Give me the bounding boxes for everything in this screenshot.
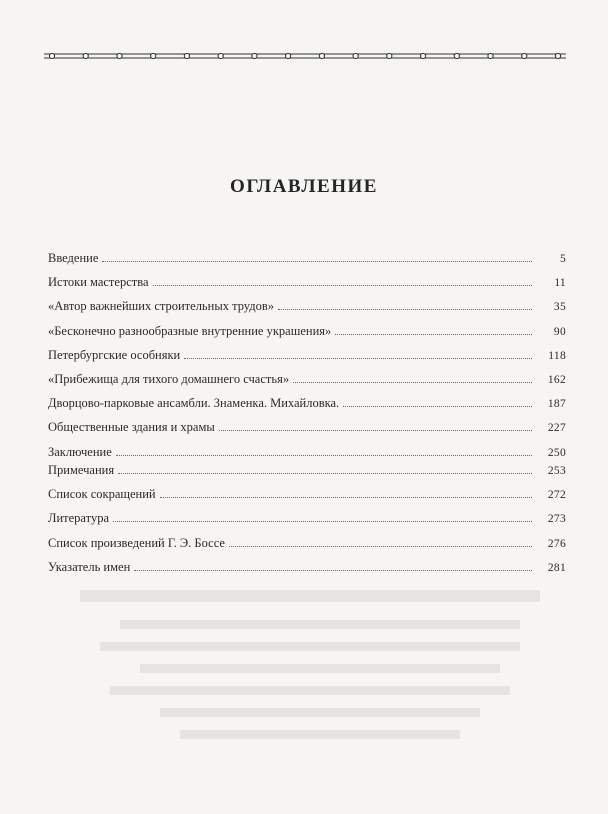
- toc-entry-title: «Автор важнейших строительных трудов»: [48, 299, 275, 314]
- toc-page-number: 11: [554, 277, 566, 290]
- dot-leader: [102, 260, 532, 262]
- ornament-ring: [184, 53, 189, 58]
- toc-entry[interactable]: [48, 270, 566, 294]
- toc-entry-title: Петербургские особняки: [48, 347, 181, 362]
- toc-entry[interactable]: [48, 319, 566, 343]
- toc-page-number: 227: [547, 422, 566, 435]
- dot-leader: [160, 496, 532, 498]
- ornament-ring: [49, 53, 54, 58]
- toc-entry-title: Примечания: [48, 463, 115, 477]
- toc-page-number: 273: [547, 513, 566, 526]
- ornament-ring: [353, 53, 358, 58]
- header-ornament: [44, 48, 566, 64]
- toc-page-number: 35: [553, 301, 566, 314]
- toc-entry[interactable]: [48, 367, 566, 391]
- toc-entry-title: «Бесконечно разнообразные внутренние украшения»: [48, 323, 332, 338]
- toc-entry-title: Заключение: [48, 444, 112, 459]
- ornament-ring: [218, 53, 223, 58]
- ornament-ring: [555, 53, 560, 58]
- dot-leader: [153, 284, 533, 286]
- dot-leader: [219, 429, 532, 431]
- toc-page-number: 187: [547, 398, 566, 411]
- toc-main-list: [48, 246, 566, 464]
- dot-leader: [116, 454, 532, 456]
- dot-leader: [335, 333, 532, 335]
- toc-entry[interactable]: [48, 294, 566, 318]
- show-through-texture: [80, 590, 540, 760]
- ornament-ring: [83, 53, 88, 58]
- toc-appendix-list: [48, 458, 566, 579]
- toc-page-number: 272: [547, 489, 566, 502]
- ornament-ring: [286, 53, 291, 58]
- toc-entry[interactable]: [48, 506, 566, 530]
- dot-leader: [184, 357, 532, 359]
- dot-leader: [278, 308, 532, 310]
- toc-entry-title: Список произведений Г. Э. Боссе: [48, 535, 225, 550]
- ornament-ring: [522, 53, 527, 58]
- toc-entry-title: Литература: [48, 511, 109, 526]
- ornament-ring: [488, 53, 493, 58]
- toc-page-number: 90: [553, 325, 566, 338]
- toc-entry[interactable]: [48, 246, 566, 270]
- toc-entry-title: Истоки мастерства: [48, 275, 149, 290]
- ornament-ring: [387, 53, 392, 58]
- toc-entry[interactable]: [48, 482, 566, 506]
- toc-entry-title: Введение: [48, 251, 99, 265]
- ornament-ring: [421, 53, 426, 58]
- dot-leader: [134, 569, 532, 571]
- toc-page-number: 162: [547, 373, 566, 386]
- dot-leader: [293, 381, 532, 383]
- toc-page-number: 250: [547, 446, 566, 459]
- toc-entry-title: Дворцово-парковые ансамбли. Знаменка. Михайловка.: [48, 396, 340, 411]
- ornament-ring: [117, 53, 122, 58]
- dot-leader: [343, 405, 532, 407]
- toc-entry-title: Список сокращений: [48, 487, 156, 502]
- ornament-ring: [454, 53, 459, 58]
- toc-page-number: 118: [548, 349, 566, 362]
- toc-entry-title: «Прибежища для тихого домашнего счастья»: [48, 371, 290, 386]
- toc-page-number: 253: [547, 465, 566, 477]
- ornament-ring: [252, 53, 257, 58]
- page-title: ОГЛАВЛЕНИЕ: [230, 176, 378, 197]
- toc-entry[interactable]: [48, 531, 566, 555]
- toc-page-number: 5: [559, 253, 566, 265]
- toc-page-number: 276: [547, 537, 566, 550]
- toc-entry[interactable]: [48, 555, 566, 579]
- toc-entry-title: Указатель имен: [48, 559, 131, 574]
- toc-page-number: 281: [547, 561, 566, 574]
- dot-leader: [229, 545, 532, 547]
- toc-entry[interactable]: [48, 343, 566, 367]
- ornament-ring: [151, 53, 156, 58]
- toc-entry[interactable]: [48, 391, 566, 415]
- dot-leader: [113, 520, 532, 522]
- ornament-ring: [319, 53, 324, 58]
- toc-entry[interactable]: [48, 458, 566, 482]
- dot-leader: [118, 472, 532, 474]
- toc-entry[interactable]: [48, 415, 566, 439]
- toc-entry-title: Общественные здания и храмы: [48, 420, 215, 435]
